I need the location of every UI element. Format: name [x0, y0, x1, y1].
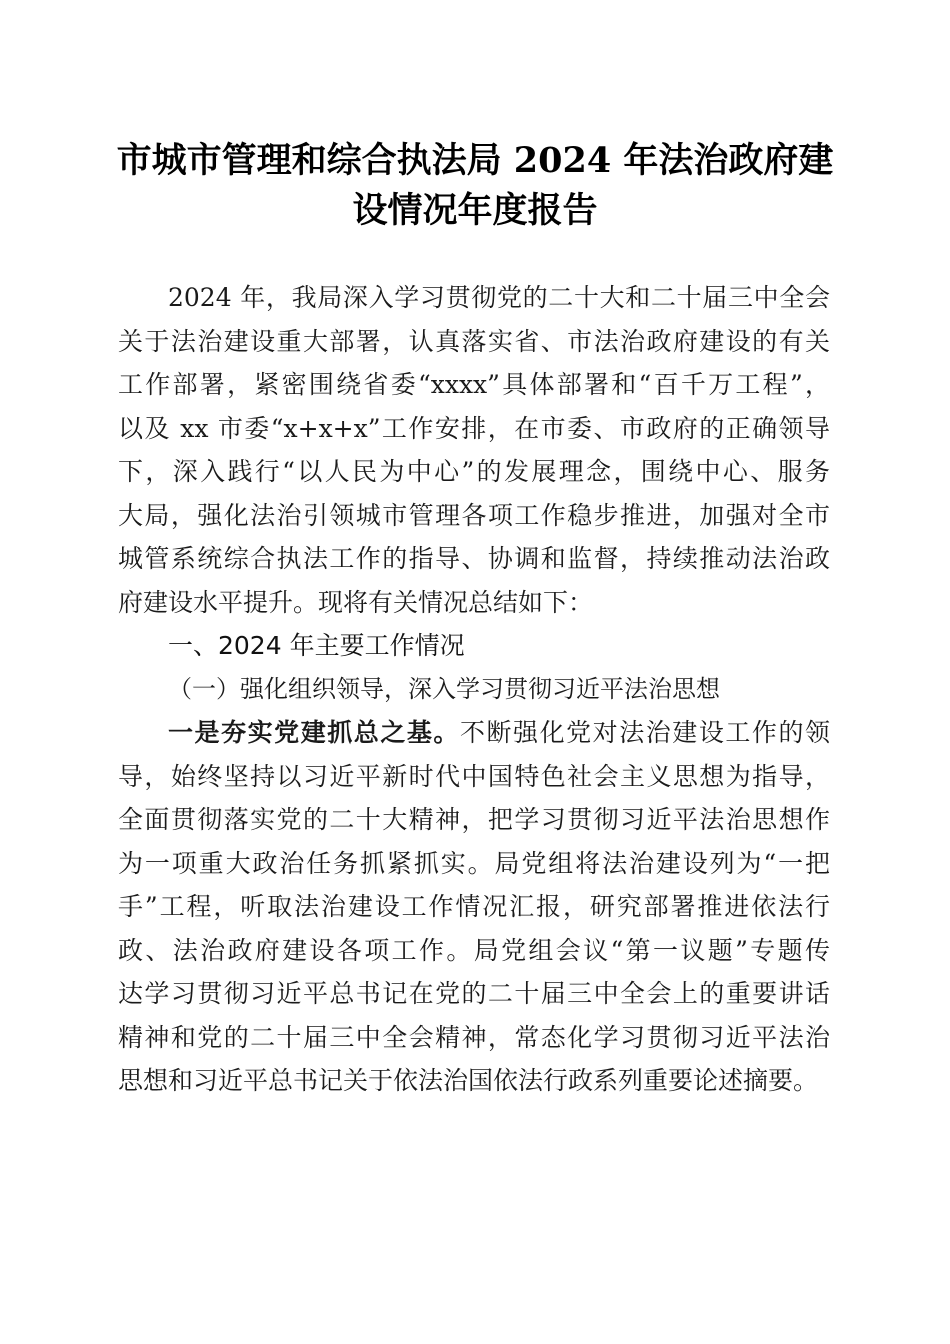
intro-line-1: 2024 年，我局深入学习贯彻党的二十大和二十届三中全会	[168, 283, 830, 312]
intro-paragraph	[118, 276, 830, 624]
point-one-line-3: 全面贯彻落实党的二十大精神，把学习贯彻习近平法治思想作	[118, 805, 830, 834]
point-one-line-8: 精神和党的二十届三中全会精神，常态化学习贯彻习近平法治	[118, 1022, 830, 1052]
document-body	[118, 276, 830, 1103]
title-line-1: 市城市管理和综合执法局 2024 年法治政府建	[116, 140, 834, 181]
document-title	[100, 136, 850, 236]
intro-line-4: 以及 xx 市委“x+x+x”工作安排，在市委、市政府的正确领导	[118, 413, 830, 443]
subsection-heading: （一）强化组织领导，深入学习贯彻习近平法治思想	[168, 674, 720, 703]
intro-line-6: 大局，强化法治引领城市管理各项工作稳步推进，加强对全市	[118, 500, 830, 530]
intro-line-8: 府建设水平提升。现将有关情况总结如下：	[118, 587, 594, 617]
point-one-line-5: 手”工程，听取法治建设工作情况汇报，研究部署推进依法行	[118, 892, 830, 921]
intro-line-5: 下，深入践行“以人民为中心”的发展理念，围绕中心、服务	[118, 457, 830, 486]
point-one-line-7: 达学习贯彻习近平总书记在党的二十届三中全会上的重要讲话	[118, 979, 830, 1008]
point-one-line-6: 政、法治政府建设各项工作。局党组会议“第一议题”专题传	[118, 935, 830, 965]
point-one-line-1	[118, 711, 830, 755]
point-one-line-2: 导，始终坚持以习近平新时代中国特色社会主义思想为指导，	[118, 761, 830, 791]
point-one-lead: 一是夯实党建抓总之基。	[168, 718, 460, 747]
section-heading: 一、2024 年主要工作情况	[168, 631, 465, 660]
title-line-2: 设情况年度报告	[352, 190, 598, 231]
point-one-line-4: 为一项重大政治任务抓紧抓实。局党组将法治建设列为“一把	[118, 848, 830, 878]
point-one-first-line-rest: 不断强化党对法治建设工作的领	[459, 718, 830, 747]
intro-line-3: 工作部署，紧密围绕省委“xxxx”具体部署和“百千万工程”，	[118, 370, 830, 399]
point-one-line-9: 思想和习近平总书记关于依法治国依法行政系列重要论述摘要。	[118, 1066, 819, 1095]
point-one-paragraph	[118, 711, 830, 1103]
intro-line-7: 城管系统综合执法工作的指导、协调和监督，持续推动法治政	[118, 544, 830, 573]
intro-line-2: 关于法治建设重大部署，认真落实省、市法治政府建设的有关	[118, 326, 830, 356]
